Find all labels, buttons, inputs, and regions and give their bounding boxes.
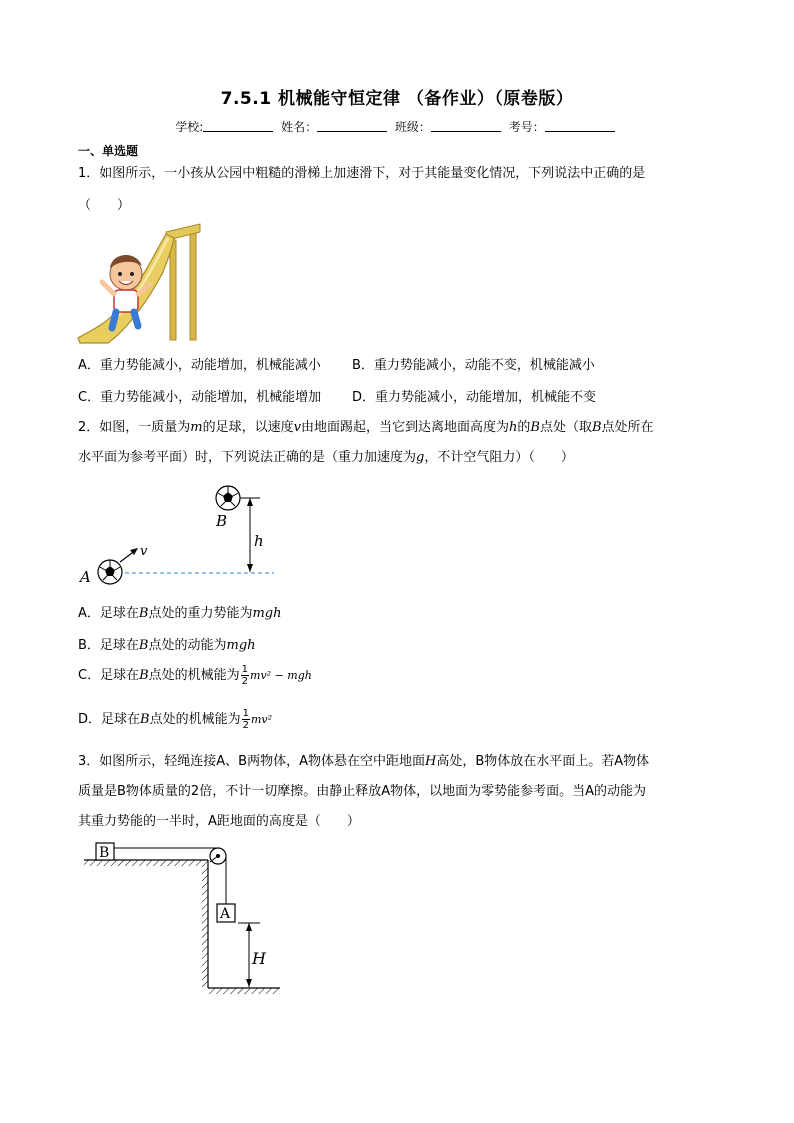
school-blank[interactable] — [203, 120, 273, 132]
question-1-option-c[interactable]: C．重力势能减小，动能增加，机械能增加 — [78, 390, 322, 405]
name-blank[interactable] — [317, 120, 387, 132]
student-info-line — [0, 118, 794, 135]
question-1-line-2: （ ） — [78, 198, 131, 213]
football-a-icon — [98, 560, 122, 584]
page-title: 7.5.1 机械能守恒定律 （备作业）（原卷版） — [220, 89, 574, 109]
question-2-option-c[interactable]: C．足球在B点处的机械能为 $\frac{1}{2}$ mv² − mgh — [78, 664, 312, 687]
question-1-option-a[interactable]: A．重力势能减小，动能增加，机械能减小 — [78, 358, 321, 373]
svg-text:A: A — [80, 568, 91, 586]
school-label: 学校: — [175, 120, 204, 134]
svg-text:B: B — [99, 845, 110, 861]
svg-text:A: A — [220, 906, 231, 922]
football-b-icon — [216, 486, 240, 510]
question-1-option-d[interactable]: D．重力势能减小，动能增加，机械能不变 — [352, 390, 597, 405]
slide-icon — [78, 224, 200, 343]
svg-text:v: v — [140, 544, 148, 559]
question-1-line-1: 1．如图所示，一小孩从公园中粗糙的滑梯上加速滑下，对于其能量变化情况，下列说法中正确的是 — [78, 166, 646, 181]
question-3-line-2: 质量是B物体质量的2倍，不计一切摩擦。由静止释放A物体，以地面为零势能参考面。当A的动能为 — [78, 784, 646, 799]
exam-no-blank[interactable] — [545, 120, 615, 132]
question-3-line-1: 3．如图所示，轻绳连接A、B两物体，A物体悬在空中距地面H高处，B物体放在水平面上。若A物体 — [78, 754, 650, 769]
question-2-line-2: 水平面为参考平面）时，下列说法正确的是（重力加速度为g，不计空气阻力）（ ） — [78, 450, 574, 465]
slide-illustration — [74, 222, 206, 344]
football-diagram — [78, 480, 288, 590]
fraction-one-half: $\frac{1}{2}$ — [242, 708, 249, 731]
svg-text:H: H — [252, 949, 266, 968]
section-heading: 一、单选题 — [78, 144, 139, 158]
exam-no-label: 考号： — [508, 120, 545, 134]
question-2-line-1: 2．如图，一质量为m的足球，以速度v由地面踢起，当它到达离地面高度为h的B点处（取B点处所在 — [78, 420, 654, 435]
svg-text:B: B — [216, 512, 228, 530]
name-label: 姓名： — [281, 120, 318, 134]
question-3-line-3: 其重力势能的一半时，A距地面的高度是（ ） — [78, 814, 360, 829]
question-2-option-b[interactable]: B．足球在B点处的动能为mgh — [78, 638, 256, 653]
class-label: 班级： — [394, 120, 431, 134]
question-2-option-d[interactable]: D．足球在B点处的机械能为 $\frac{1}{2}$ mv² — [78, 708, 273, 731]
svg-text:h: h — [254, 532, 264, 550]
pulley-diagram — [80, 840, 290, 1000]
pulley-icon — [210, 848, 226, 864]
question-2-option-a[interactable]: A．足球在B点处的重力势能为mgh — [78, 606, 282, 621]
question-1-option-b[interactable]: B．重力势能减小，动能不变，机械能减小 — [352, 358, 595, 373]
fraction-one-half: $\frac{1}{2}$ — [241, 664, 249, 687]
class-blank[interactable] — [431, 120, 501, 132]
